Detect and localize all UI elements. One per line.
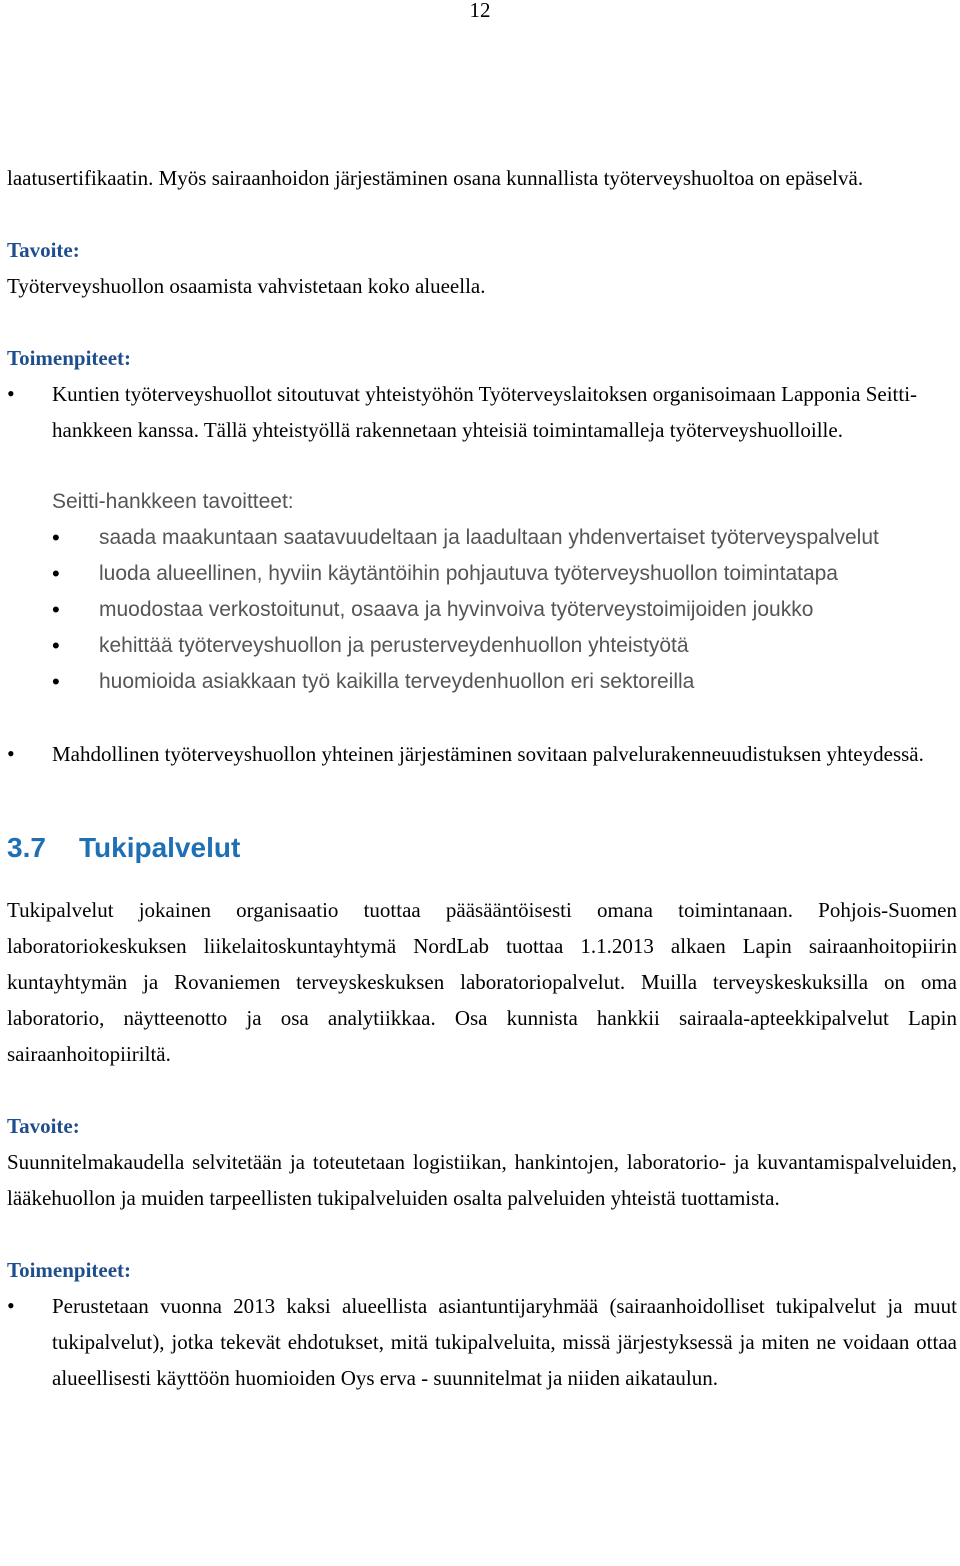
list-item: • kehittää työterveyshuollon ja perusterveydenhuollon yhteistyötä — [7, 628, 957, 664]
list-item: • muodostaa verkostoitunut, osaava ja hyvinvoiva työterveystoimijoiden joukko — [7, 592, 957, 628]
list-item: • huomioida asiakkaan työ kaikilla terveydenhuollon eri sektoreilla — [7, 664, 957, 700]
goal-text: Työterveyshuollon osaamista vahvistetaan koko alueella. — [7, 274, 486, 298]
list-item: • luoda alueellinen, hyviin käytäntöihin pohjautuva työterveyshuollon toimintatapa — [7, 556, 957, 592]
section-heading — [7, 830, 957, 866]
list-item: • Mahdollinen työterveyshuollon yhteinen järjestäminen sovitaan palvelurakenneuudistuksen yhteydessä. — [7, 736, 957, 772]
section-paragraph: Tukipalvelut jokainen organisaatio tuottaa pääsääntöisesti omana toimintanaan. Pohjois-Suomen laboratoriokeskuksen liikelaitoskuntayhtymä NordLab tuottaa 1.1.2013 alkaen Lapin sairaanhoitopiirin kuntayhtymän ja Rovaniemen terveyskeskuksen laboratoriopalvelut. Muilla terveyskeskuksilla on oma laboratorio, näytteenotto ja osa analytiikkaa. Osa kunnista hankkii sairaala-apteekkipalvelut Lapin sairaanhoitopiiriltä. — [7, 898, 957, 1066]
actions-list — [7, 376, 957, 448]
section-title: Tukipalvelut — [79, 832, 241, 863]
actions-heading: Toimenpiteet: — [7, 346, 132, 370]
actions-heading-2: Toimenpiteet: — [7, 1258, 132, 1282]
actions-list-3 — [7, 1288, 957, 1396]
section-number: 3.7 — [7, 832, 46, 863]
list-item: • Perustetaan vuonna 2013 kaksi alueellista asiantuntijaryhmää (sairaanhoidolliset tukipalvelut ja muut tukipalvelut), jotka tekevät ehdotukset, mitä tukipalveluita, missä järjestyksessä ja miten ne voidaan ottaa alueellisesti käyttöön huomioiden Oys erva - suunnitelmat ja niiden aikataulun. — [7, 1288, 957, 1396]
goal-text-2: Suunnitelmakaudella selvitetään ja toteutetaan logistiikan, hankintojen, laboratorio- ja kuvantamispalveluiden, lääkehuollon ja muiden tarpeellisten tukipalveluiden osalta palveluiden yhteistä tuottamista. — [7, 1150, 957, 1210]
seitti-goals-heading: Seitti-hankkeen tavoitteet: — [52, 490, 294, 513]
page-number: 12 — [469, 0, 491, 22]
goal-heading-2: Tavoite: — [7, 1114, 80, 1138]
actions-list-2 — [7, 736, 957, 772]
list-item: • Kuntien työterveyshuollot sitoutuvat yhteistyöhön Työterveyslaitoksen organisoimaan Lapponia Seitti-hankkeen kanssa. Tällä yhteistyöllä rakennetaan yhteisiä toimintamalleja työterveyshuolloille. — [7, 376, 957, 448]
intro-paragraph: laatusertifikaatin. Myös sairaanhoidon järjestäminen osana kunnallista työterveyshuoltoa on epäselvä. — [7, 166, 864, 190]
list-item: • saada maakuntaan saatavuudeltaan ja laadultaan yhdenvertaiset työterveyspalvelut — [7, 520, 957, 556]
seitti-goals-list — [7, 520, 957, 700]
document-body — [7, 160, 957, 1396]
goal-heading: Tavoite: — [7, 238, 80, 262]
